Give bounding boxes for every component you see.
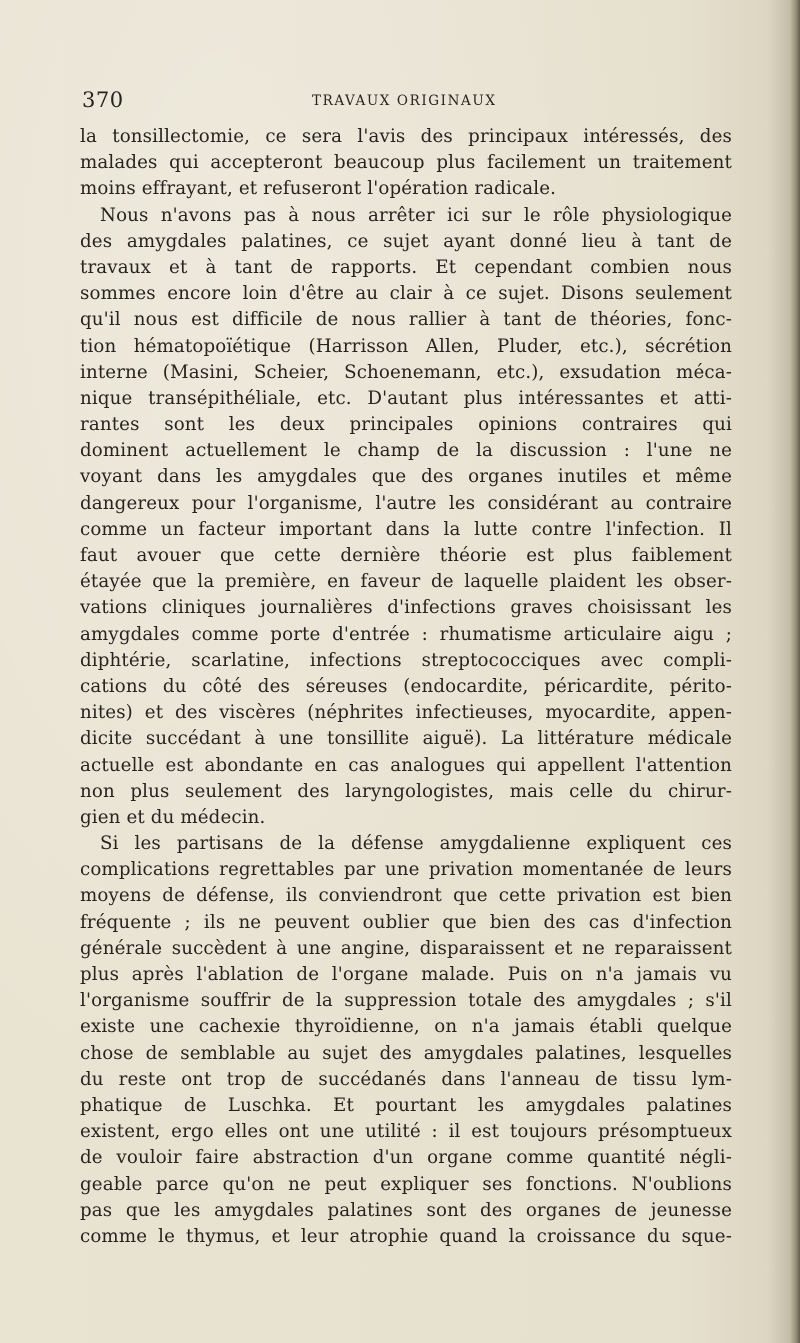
text-line: complications regrettables par une privation momentanée de leurs <box>80 859 732 881</box>
text-line: Nous n'avons pas à nous arrêter ici sur le rôle physiologique <box>100 204 732 226</box>
text-line: vations cliniques journalières d'infections graves choisissant les <box>80 597 732 619</box>
page-number: 370 <box>82 88 124 112</box>
text-line: sommes encore loin d'être au clair à ce sujet. Disons seulement <box>80 283 732 305</box>
text-line: qu'il nous est difficile de nous rallier à tant de théories, fonc- <box>80 309 732 331</box>
text-line: travaux et à tant de rapports. Et cependant combien nous <box>80 256 732 278</box>
text-line: gien et du médecin. <box>80 806 266 828</box>
text-line: malades qui accepteront beaucoup plus facilement un traitement <box>80 152 732 174</box>
text-line: fréquente ; ils ne peuvent oublier que bien des cas d'infection <box>80 911 732 933</box>
text-line: comme le thymus, et leur atrophie quand la croissance du sque- <box>80 1225 732 1247</box>
page-edge-shadow <box>790 0 800 1343</box>
text-line: existe une cachexie thyroïdienne, on n'a jamais établi quelque <box>80 1016 732 1038</box>
text-line: la tonsillectomie, ce sera l'avis des principaux intéressés, des <box>80 126 732 147</box>
text-line: dicite succédant à une tonsillite aiguë). La littérature médicale <box>80 728 732 750</box>
text-line: nites) et des viscères (néphrites infectieuses, myocardite, appen- <box>80 702 732 724</box>
text-line: moins effrayant, et refuseront l'opération radicale. <box>80 178 557 200</box>
text-line: du reste ont trop de succédanés dans l'anneau de tissu lym- <box>80 1068 732 1090</box>
text-line: générale succèdent à une angine, disparaissent et ne reparaissent <box>80 937 732 959</box>
text-line: Si les partisans de la défense amygdalienne expliquent ces <box>100 833 732 855</box>
text-line: voyant dans les amygdales que des organes inutiles et même <box>80 466 732 488</box>
text-line: actuelle est abondante en cas analogues qui appellent l'attention <box>80 754 732 776</box>
body-text <box>80 124 732 1250</box>
text-line: des amygdales palatines, ce sujet ayant donné lieu à tant de <box>80 230 732 252</box>
text-line: chose de semblable au sujet des amygdales palatines, lesquelles <box>80 1042 732 1064</box>
page-header <box>82 88 732 112</box>
text-line: tion hématopoïétique (Harrisson Allen, Pluder, etc.), sécrétion <box>80 335 732 357</box>
text-line: diphtérie, scarlatine, infections streptococciques avec compli- <box>80 649 732 671</box>
text-line: cations du côté des séreuses (endocardite, péricardite, périto- <box>80 675 732 697</box>
text-line: nique transépithéliale, etc. D'autant plus intéressantes et atti- <box>80 387 732 409</box>
text-line: dominent actuellement le champ de la discussion : l'une ne <box>80 440 732 462</box>
text-line: amygdales comme porte d'entrée : rhumatisme articulaire aigu ; <box>80 623 732 645</box>
text-line: rantes sont les deux principales opinions contraires qui <box>80 414 732 436</box>
text-line: geable parce qu'on ne peut expliquer ses fonctions. N'oublions <box>80 1173 732 1195</box>
text-line: l'organisme souffrir de la suppression totale des amygdales ; s'il <box>80 990 732 1012</box>
text-line: pas que les amygdales palatines sont des organes de jeunesse <box>80 1199 732 1221</box>
text-line: plus après l'ablation de l'organe malade. Puis on n'a jamais vu <box>80 964 732 985</box>
running-head: TRAVAUX ORIGINAUX <box>312 93 497 109</box>
text-line: de vouloir faire abstraction d'un organe comme quantité négli- <box>80 1147 732 1169</box>
text-line: étayée que la première, en faveur de laquelle plaident les obser- <box>80 571 732 593</box>
text-line: faut avouer que cette dernière théorie est plus faiblement <box>80 545 732 566</box>
text-line: comme un facteur important dans la lutte contre l'infection. Il <box>80 518 732 540</box>
text-line: non plus seulement des laryngologistes, mais celle du chirur- <box>80 780 732 802</box>
text-line: dangereux pour l'organisme, l'autre les considérant au contraire <box>80 492 732 514</box>
text-line: phatique de Luschka. Et pourtant les amygdales palatines <box>80 1094 732 1116</box>
text-line: existent, ergo elles ont une utilité : il est toujours présomptueux <box>80 1121 732 1143</box>
text-line: moyens de défense, ils conviendront que cette privation est bien <box>80 885 732 907</box>
text-line: interne (Masini, Scheier, Schoenemann, etc.), exsudation méca- <box>80 361 732 383</box>
